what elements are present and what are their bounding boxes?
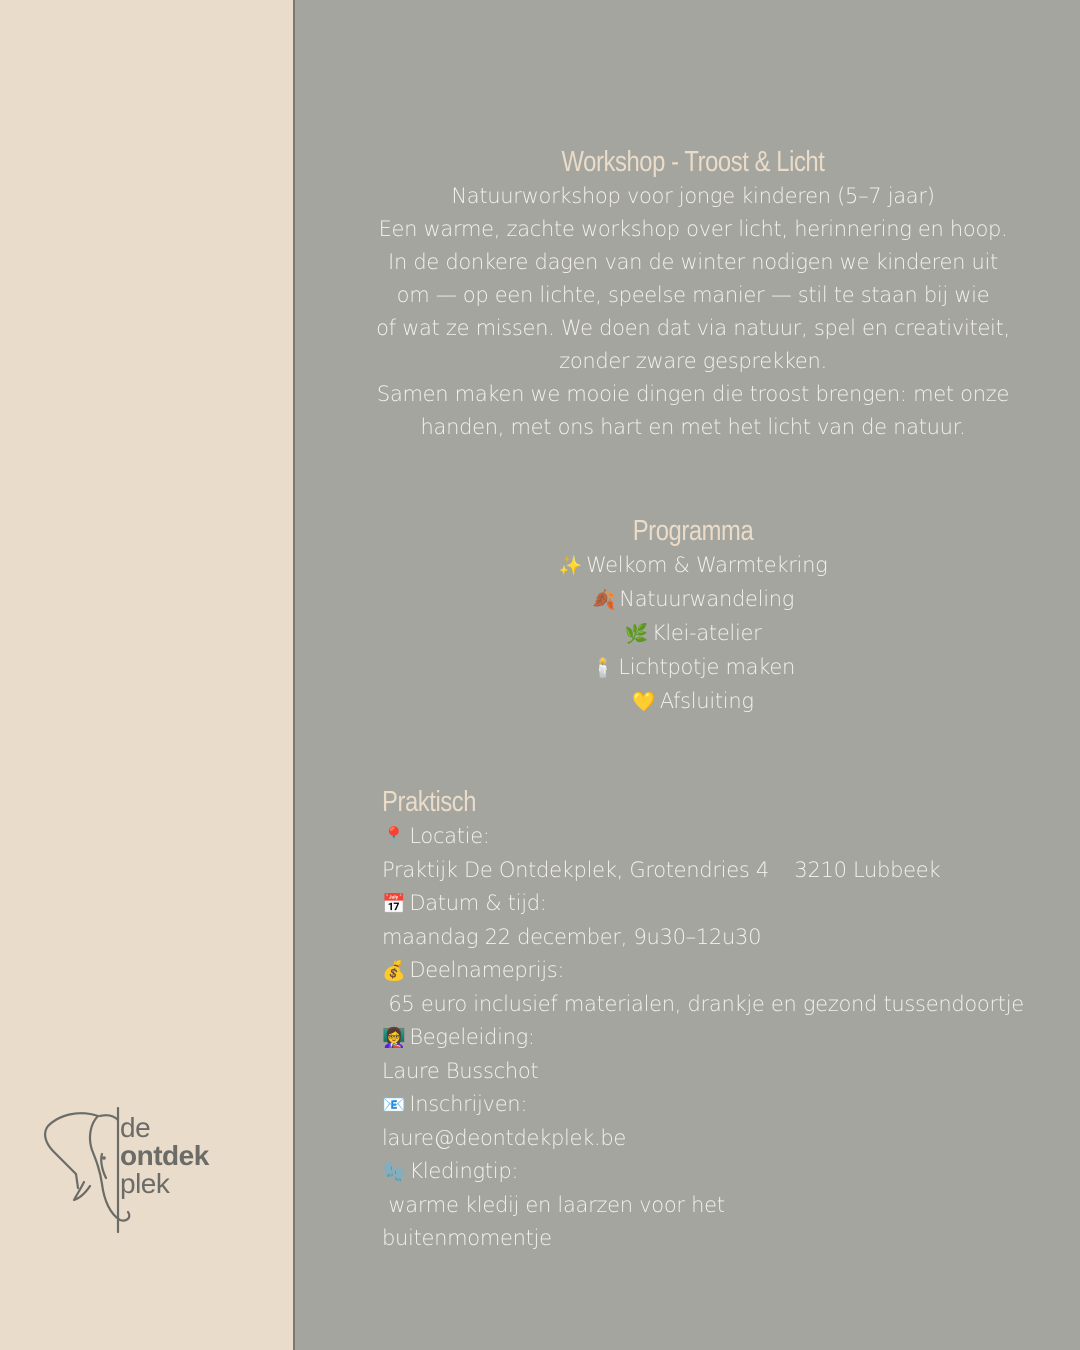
page-title: Workshop - Troost & Licht [561, 146, 825, 178]
info-label: 💰 Deelnameprijs: [382, 958, 565, 982]
date-value: maandag 22 december, 9u30–12u30 [382, 925, 762, 949]
clothing-value-cont: buitenmomentje [382, 1226, 552, 1250]
logo-text [120, 1114, 209, 1198]
clothing-value: warme kledij en laarzen voor het [382, 1193, 725, 1217]
intro-line: In de donkere dagen van de winter nodigen we kinderen uit [388, 250, 998, 274]
guide-value: Laure Busschot [382, 1059, 539, 1083]
praktisch-list [382, 820, 1072, 1255]
envelope-icon: 📧 [382, 1094, 406, 1116]
location-value: Praktijk De Ontdekplek, Grotendries 4 3210 Lubbeek [382, 858, 941, 882]
logo-line-de: de [120, 1112, 151, 1143]
list-item: 🌿 Klei-atelier [624, 621, 762, 645]
praktisch-heading: Praktisch [382, 786, 477, 818]
money-bag-icon: 💰 [382, 960, 406, 982]
info-label: 📅 Datum & tijd: [382, 891, 547, 915]
intro-section [350, 144, 1036, 444]
info-label: 📍 Locatie: [382, 824, 490, 848]
email-link[interactable]: laure@deontdekplek.be [382, 1126, 627, 1150]
info-label: 🧤 Kledingtip: [382, 1159, 519, 1183]
programma-heading: Programma [632, 515, 754, 547]
gloves-icon: 🧤 [382, 1161, 406, 1183]
list-item: 🍂 Natuurwandeling [591, 587, 795, 611]
praktisch-section [382, 784, 1072, 1255]
list-item: ✨ Welkom & Warmtekring [558, 553, 828, 577]
sparkles-icon: ✨ [558, 555, 582, 577]
list-item: 🕯️ Lichtpotje maken [591, 655, 795, 679]
intro-line: Een warme, zachte workshop over licht, herinnering en hoop. [378, 217, 1008, 241]
logo-line-ontdek: ontdek [120, 1140, 209, 1171]
intro-line: zonder zware gesprekken. [559, 349, 827, 373]
logo-line-plek: plek [120, 1168, 170, 1199]
calendar-icon: 📅 [382, 893, 406, 915]
intro-line: handen, met ons hart en met het licht van de natuur. [420, 415, 966, 439]
list-item: 💛 Afsluiting [632, 689, 754, 713]
intro-line: Samen maken we mooie dingen die troost brengen: met onze [376, 382, 1010, 406]
info-label: 📧 Inschrijven: [382, 1092, 528, 1116]
teacher-icon: 👩‍🏫 [382, 1027, 406, 1049]
info-label: 👩‍🏫 Begeleiding: [382, 1025, 535, 1049]
intro-line: of wat ze missen. We doen dat via natuur, spel en creativiteit, [376, 316, 1010, 340]
intro-text [350, 180, 1036, 444]
intro-line: om — op een lichte, speelse manier — stil te staan bij wie [396, 283, 990, 307]
price-value: 65 euro inclusief materialen, drankje en gezond tussendoortje [382, 992, 1024, 1016]
intro-line: Natuurworkshop voor jonge kinderen (5–7 jaar) [451, 184, 935, 208]
programma-list [350, 549, 1036, 719]
fallen-leaf-icon: 🍂 [591, 589, 616, 611]
programma-section [350, 513, 1036, 719]
herb-icon: 🌿 [624, 623, 648, 645]
candle-icon: 🕯️ [591, 657, 615, 679]
pin-icon: 📍 [382, 826, 406, 848]
yellow-heart-icon: 💛 [632, 691, 656, 713]
